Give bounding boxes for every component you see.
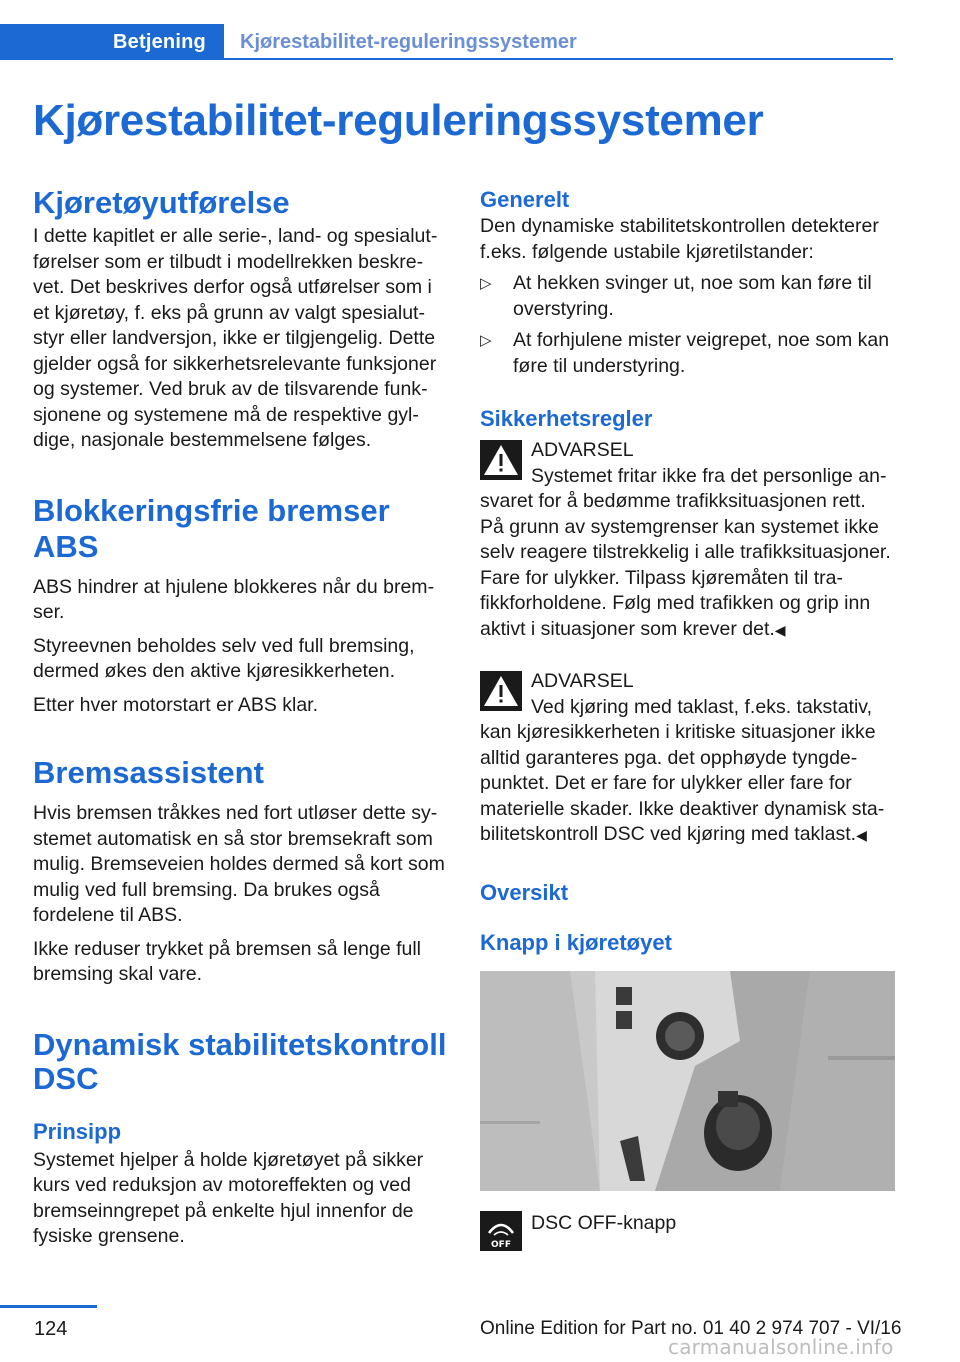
warning-triangle-icon: [480, 671, 522, 711]
header-rule: [224, 58, 893, 60]
vehicle-version-heading: Kjøretøyutførelse: [33, 185, 290, 220]
brake-assist-paragraph-1: Hvis bremsen tråkkes ned fort utløser dette systemet automatisk en så stor bremsekraft som mulig. Bremseveien holdes dermed så kort som mulig ved full bremsing. Da brukes også fordelene til ABS.: [33, 802, 445, 926]
principle-text: Systemet hjelper å holde kjøretøyet på sikker kurs ved reduksjon av motoreffekten og ved bremseinngrepet på enkelte hjul innenfor de fysiske grensene.: [33, 1148, 424, 1247]
triangle-bullet-icon: ▷: [480, 332, 492, 349]
abs-paragraph-2: Styreevnen beholdes selv ved full bremsing, dermed økes den aktive kjøresikkerheten.: [33, 634, 415, 682]
page-number: 124: [34, 1318, 68, 1340]
abs-paragraph-3: Etter hver motorstart er ABS klar.: [33, 693, 319, 716]
warning-text: Systemet fritar ikke fra det personlige ansvaret for å bedømme trafikksituasjonen rett. På grunn av systemgrenser kan systemet ikke selv reagere tilstrekkelig i alle trafikksituasjoner. Fare for ulykker. Tilpass kjøremåten til trafikkforholdene. Følg med trafikken og grip inn aktivt i situasjoner som krever det.◀: [480, 464, 891, 640]
list-item: ▷ At forhjulene mister veigrepet, noe som kan føre til understyring.: [480, 329, 890, 377]
watermark: carmanualsonline.info: [668, 1335, 894, 1359]
section-tab[interactable]: Betjening: [0, 24, 224, 60]
general-text: Den dynamiske stabilitetskontrollen detekterer f.eks. følgende ustabile kjøretilstander:: [480, 215, 879, 263]
brake-assist-heading: Bremsassistent: [33, 755, 264, 790]
dsc-off-icon: [480, 1211, 522, 1251]
chapter-tab[interactable]: Kjørestabilitet-reguleringssystemer: [240, 31, 577, 53]
vehicle-version-text: I dette kapitlet er alle serie-, land- og spesialutførelser som er tilbudt i modellrekken beskrevet. Det beskrives derfor også utførelser som i et kjøretøy, f. eks på grunn av valgt spesialutstyr eller landversjon, ikke er tilgjengelig. Dette gjelder også for sikkerhetsrelevante funksjoner og systemer. Ved bruk av de tilsvarende funksjonene og systemene må de respektive gyldige, nasjonale bestemmelsene følges.: [33, 225, 438, 451]
abs-heading: Blokkeringsfrie bremser ABS: [33, 492, 390, 564]
warning-text: Ved kjøring med taklast, f.eks. takstativ, kan kjøresikkerheten i kritiske situasjoner ikke alltid garanteres pga. det opphøyde tyngdepunktet. Det er fare for ulykker eller fare for materielle skader. Ikke deaktiver dynamisk stabilitetskontroll DSC ved kjøring med taklast.◀: [480, 695, 885, 845]
warning-block-1: [480, 438, 895, 643]
center-console-photo: [480, 971, 895, 1191]
warning-triangle-icon: [480, 440, 522, 480]
overview-heading: Oversikt: [480, 879, 569, 905]
end-mark-icon: ◀: [774, 621, 786, 638]
button-in-vehicle-heading: Knapp i kjøretøyet: [480, 929, 672, 955]
footer-rule: [0, 1305, 97, 1308]
dsc-heading: Dynamisk stabilitetskontroll DSC: [33, 1026, 447, 1096]
brake-assist-paragraph-2: Ikke reduser trykket på bremsen så lenge full bremsing skal vare.: [33, 937, 422, 985]
page-title: Kjørestabilitet-reguleringssystemer: [33, 96, 764, 145]
right-column: [480, 182, 895, 1250]
list-item: ▷ At hekken svinger ut, noe som kan føre til overstyring.: [480, 272, 872, 320]
general-heading: Generelt: [480, 187, 570, 212]
warning-block-2: [480, 669, 895, 849]
warning-label: ADVARSEL: [531, 670, 634, 692]
principle-heading: Prinsipp: [33, 1118, 122, 1144]
warning-label: ADVARSEL: [531, 439, 634, 461]
safety-heading: Sikkerhetsregler: [480, 406, 653, 431]
center-console-illustration: [480, 971, 895, 1191]
footer-edition: Online Edition for Part no. 01 40 2 974 707 - VI/16: [480, 1318, 902, 1339]
instability-list: [480, 271, 895, 379]
end-mark-icon: ◀: [856, 827, 867, 843]
dsc-off-icon-text: OFF: [491, 1239, 511, 1250]
abs-paragraph-1: ABS hindrer at hjulene blokkeres når du bremser.: [33, 575, 435, 623]
left-column: [33, 182, 447, 1250]
header-bar: [0, 24, 893, 60]
dsc-off-button-label: DSC OFF-knapp: [531, 1211, 677, 1234]
dsc-off-row: [480, 1211, 895, 1250]
triangle-bullet-icon: ▷: [480, 275, 492, 292]
